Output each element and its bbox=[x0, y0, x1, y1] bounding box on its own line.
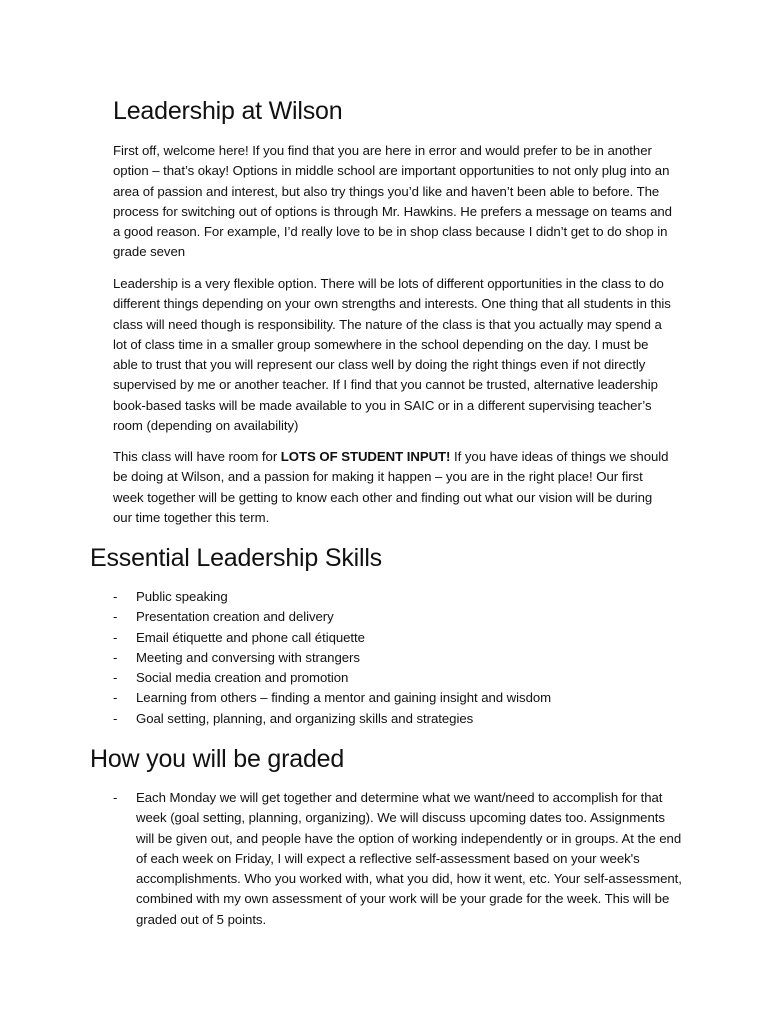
student-input-emphasis: LOTS OF STUDENT INPUT! bbox=[280, 449, 451, 464]
skill-text: Social media creation and promotion bbox=[136, 670, 349, 686]
skill-text: Presentation creation and delivery bbox=[136, 609, 334, 625]
list-dash: - bbox=[113, 690, 118, 706]
skill-text: Learning from others – finding a mentor and gaining insight and wisdom bbox=[136, 690, 552, 706]
skills-list bbox=[113, 587, 683, 729]
intro-paragraph: First off, welcome here! If you find that you are here in error and would prefer to be in another option – that’s okay! Options in middle school are important opportunities to not only plug into an area of passion and interest, but also try things you’d like and haven’t been able to before. The process for switching out of options is through Mr. Hawkins. He prefers a message on teams and a good reason. For example, I’d really love to be in shop class because I didn’t get to do shop in grade seven bbox=[113, 143, 672, 260]
list-dash: - bbox=[113, 790, 118, 805]
skills-heading: Essential Leadership Skills bbox=[90, 544, 382, 572]
list-dash: - bbox=[113, 649, 118, 665]
skill-text: Email étiquette and phone call étiquette bbox=[136, 629, 365, 645]
list-item bbox=[113, 709, 683, 729]
list-item bbox=[113, 648, 683, 668]
list-dash: - bbox=[113, 589, 118, 604]
list-dash: - bbox=[113, 629, 118, 645]
grading-heading: How you will be graded bbox=[90, 745, 345, 773]
flexibility-paragraph: Leadership is a very flexible option. There will be lots of different opportunities in the class to do different things depending on your own strengths and interests. One thing that all students in this class will need though is responsibility. The nature of the class is that you actually may spend a lot of class time in a smaller group somewhere in the school depending on the day. I must be able to trust that you will represent our class well by doing the right things even if not directly supervised by me or another teacher. If I find that you cannot be trusted, alternative leadership book-based tasks will be made available to you in SAIC or in a different supervising teacher’s room (depending on availability) bbox=[113, 276, 671, 434]
list-item bbox=[113, 587, 683, 607]
student-input-text-end: If you have ideas of things we should be doing at Wilson, and a passion for making it happen – you are in the right place! Our first week together will be getting to know each other and finding out what our vision will be during our time together this term. bbox=[113, 449, 669, 525]
list-item bbox=[113, 688, 683, 708]
skill-text: Goal setting, planning, and organizing skills and strategies bbox=[136, 710, 474, 726]
grading-list bbox=[113, 788, 683, 930]
skill-text: Meeting and conversing with strangers bbox=[136, 649, 360, 665]
student-input-text-start: This class will have room for bbox=[113, 449, 281, 464]
student-input-paragraph bbox=[113, 447, 673, 528]
list-item bbox=[113, 668, 683, 688]
page-title: Leadership at Wilson bbox=[113, 97, 343, 125]
skill-text: Public speaking bbox=[136, 589, 228, 604]
list-dash: - bbox=[113, 609, 118, 625]
list-item bbox=[113, 607, 683, 627]
grading-text: Each Monday we will get together and determine what we want/need to accomplish for that week (goal setting, planning, organizing). We will discuss upcoming dates too. Assignments will be given out, and people have the option of working independently or in groups. At the end of each week on Friday, I will expect a reflective self-assessment based on your week's accomplishments. Who you worked with, what you did, how it went, etc. Your self-assessment, combined with my own assessment of your work will be your grade for the week. This will be graded out of 5 points. bbox=[136, 790, 682, 927]
list-dash: - bbox=[113, 670, 118, 686]
list-item bbox=[113, 788, 683, 930]
list-dash: - bbox=[113, 710, 118, 726]
list-item bbox=[113, 628, 683, 648]
